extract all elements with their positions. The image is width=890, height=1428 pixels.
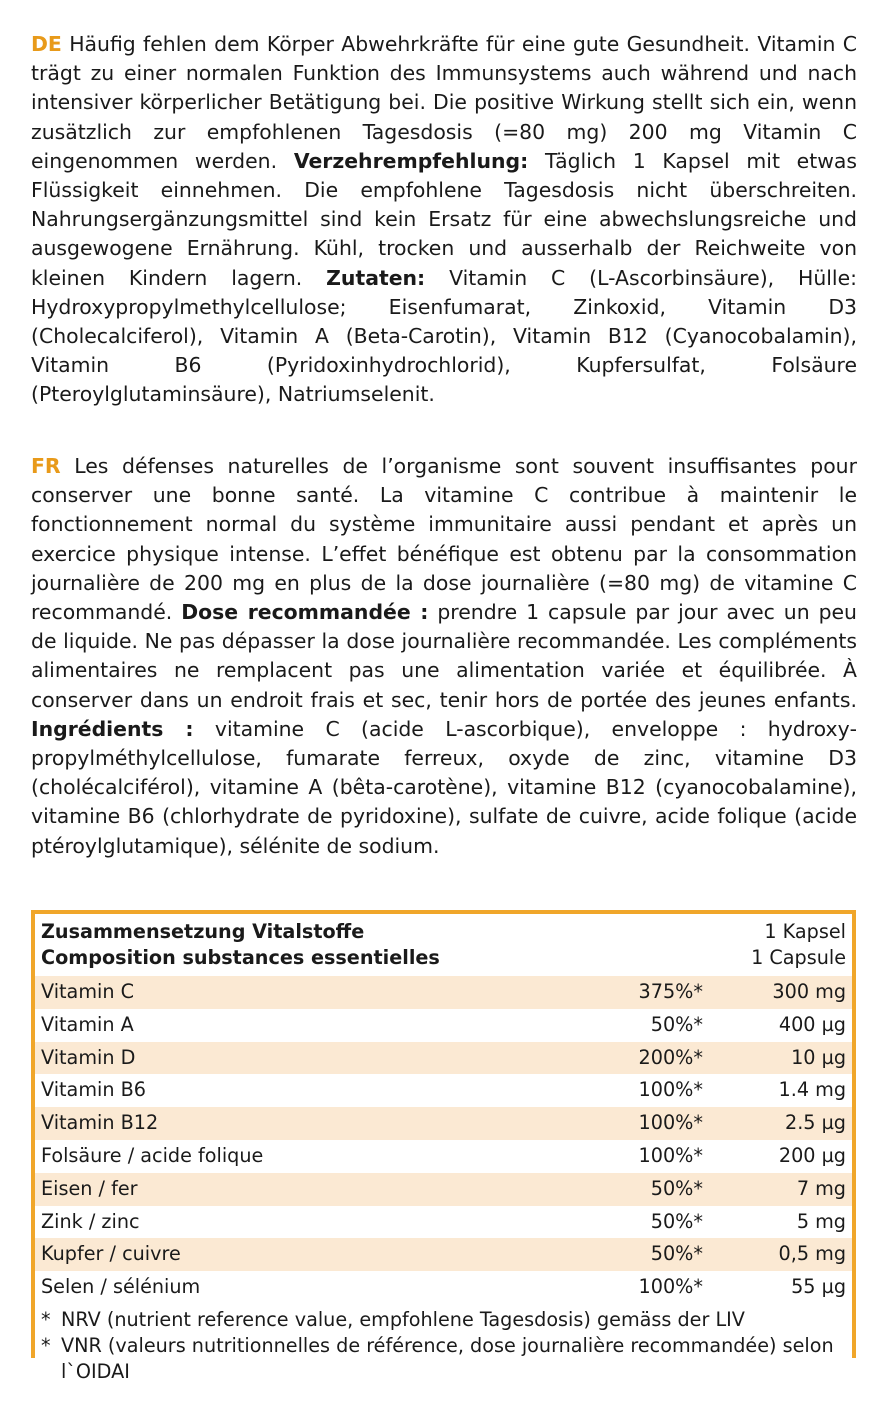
- nutrient-name: Vitamin B12: [41, 1111, 159, 1135]
- table-title-fr: Composition substances essentielles: [41, 946, 440, 969]
- nutrient-name: Vitamin D: [41, 1045, 136, 1069]
- nutrient-name: Vitamin A: [41, 1012, 134, 1036]
- table-row: [35, 1107, 852, 1140]
- nutrient-percent: 50%*: [650, 1209, 703, 1233]
- nutrient-percent: 50%*: [650, 1242, 703, 1266]
- nutrient-name: Vitamin C: [41, 980, 134, 1003]
- nutrient-table: [31, 910, 856, 1383]
- french-paragraph: [31, 452, 857, 861]
- table-row: [35, 1238, 852, 1271]
- nutrient-name: Zink / zinc: [41, 1209, 140, 1233]
- footnote-fr-text: VNR (valeurs nutritionnelles de référence, dose journalière recommandée) selon l`OIDAI: [61, 1333, 834, 1383]
- nutrient-percent: 50%*: [650, 1012, 703, 1036]
- table-row: [35, 1009, 852, 1042]
- nutrient-name: Folsäure / acide folique: [41, 1143, 264, 1167]
- footnote-fr: [41, 1333, 846, 1385]
- table-header-titles: [41, 919, 440, 971]
- nutrient-amount: 7 mg: [796, 1176, 846, 1200]
- nutrient-percent: 200%*: [638, 1045, 703, 1069]
- german-dosage-text: Täglich 1 Kapsel mit etwas Flüssigkeit einnehmen. Die empfohlene Tagesdosis nicht überschreiten. Nahrungsergänzungsmittel sind kein Ersatz für eine abwechslungsreiche und ausgewogene Ernährung. Kühl, trocken und ausserhalb der Reichweite von kleinen Kindern lagern.: [31, 148, 857, 290]
- nutrient-amount: 200 µg: [778, 1143, 846, 1167]
- nutrient-amount: 300 mg: [772, 980, 846, 1003]
- footnote-de-text: NRV (nutrient reference value, empfohlene Tagesdosis) gemäss der LIV: [61, 1307, 745, 1331]
- language-tag-de: DE: [31, 32, 62, 56]
- language-tag-fr: FR: [31, 454, 61, 478]
- nutrient-name: Vitamin B6: [41, 1078, 146, 1102]
- french-ingredients-text: vitamine C (acide L-ascorbique), enveloppe : hydroxypropylméthylcellulose, fumarate ferreux, oxyde de zinc, vitamine D3 (cholécalciférol), vitamine A (bêta-carotène), vitamine B12 (cyanocobalamine), vitamine B6 (chlorhydrate de pyridoxine), sulfate de cuivre, acide folique (acide ptéroylglutamique), sélénite de sodium.: [31, 716, 857, 858]
- unit-label-de: 1 Kapsel: [764, 920, 846, 943]
- table-row: [35, 1173, 852, 1206]
- table-title-de: Zusammensetzung Vitalstoffe: [41, 920, 365, 943]
- nutrient-amount: 5 mg: [796, 1209, 846, 1233]
- nutrient-percent: 100%*: [638, 1143, 703, 1167]
- nutrient-amount: 0,5 mg: [778, 1242, 846, 1266]
- table-row: [35, 1074, 852, 1107]
- table-header: [35, 914, 852, 976]
- nutrient-amount: 55 µg: [791, 1275, 846, 1299]
- footnote-star: *: [41, 1307, 51, 1331]
- table-footnotes: [35, 1304, 852, 1385]
- table-row: [35, 1206, 852, 1239]
- nutrient-percent: 100%*: [638, 1078, 703, 1102]
- nutrient-amount: 2.5 µg: [784, 1111, 846, 1135]
- nutrient-percent: 100%*: [638, 1111, 703, 1135]
- german-paragraph: [31, 30, 857, 410]
- nutrient-percent: 50%*: [650, 1176, 703, 1200]
- french-intro-text: Les défenses naturelles de l’organisme sont souvent insuffisantes pour conserver une bonne santé. La vitamine C contribue à maintenir le fonctionnement normal du système immunitaire aussi pendant et après un exercice physique intense. L’effet bénéfique est obtenu par la consommation journalière de 200 mg en plus de la dose journalière (=80 mg) de vitamine C recommandé.: [31, 454, 857, 625]
- nutrient-name: Eisen / fer: [41, 1176, 138, 1200]
- footnote-star: *: [41, 1333, 51, 1357]
- german-intro-text: Häufig fehlen dem Körper Abwehrkräfte für eine gute Gesundheit. Vitamin C trägt zu einer normalen Funktion des Immunsystems auch während und nach intensiver körperlicher Betätigung bei. Die positive Wirkung stellt sich ein, wenn zusätzlich zur empfohlenen Tagesdosis (=80 mg) 200 mg Vitamin C eingenommen werden.: [31, 32, 857, 173]
- german-ingredients-label: Zutaten:: [326, 265, 426, 290]
- table-row: [35, 1042, 852, 1075]
- table-row: [35, 1271, 852, 1304]
- unit-label-fr: 1 Capsule: [751, 946, 846, 969]
- table-row: [35, 1140, 852, 1173]
- german-ingredients-text: Vitamin C (L-Ascorbinsäure), Hülle: Hydroxypropylmethylcellulose; Eisenfumarat, Zinkoxid, Vitamin D3 (Cholecalciferol), Vitamin A (Beta-Carotin), Vitamin B12 (Cyanocobalamin), Vitamin B6 (Pyridoxinhydrochlorid), Kupfersulfat, Folsäure (Pteroylglutaminsäure), Natriumselenit.: [31, 265, 857, 407]
- german-dosage-label: Verzehrempfehlung:: [293, 148, 529, 173]
- nutrient-name: Kupfer / cuivre: [41, 1242, 181, 1266]
- french-dosage-label: Dose recommandée :: [181, 600, 429, 625]
- footnote-de: [41, 1307, 846, 1333]
- nutrient-percent: 100%*: [638, 1275, 703, 1299]
- table-header-units: [751, 919, 846, 971]
- table-row: [35, 976, 852, 1009]
- nutrient-name: Selen / sélénium: [41, 1275, 201, 1299]
- nutrient-amount: 1.4 mg: [778, 1078, 846, 1102]
- nutrient-amount: 10 µg: [791, 1045, 846, 1069]
- french-dosage-text: prendre 1 capsule par jour avec un peu de liquide. Ne pas dépasser la dose journalière recommandée. Les compléments alimentaires ne remplacent pas une alimentation variée et équilibrée. À conserver dans un endroit frais et sec, tenir hors de portée des jeunes enfants.: [31, 600, 857, 712]
- nutrient-percent: 375%*: [638, 980, 703, 1003]
- french-ingredients-label: Ingrédients :: [31, 716, 194, 741]
- nutrient-amount: 400 µg: [778, 1012, 846, 1036]
